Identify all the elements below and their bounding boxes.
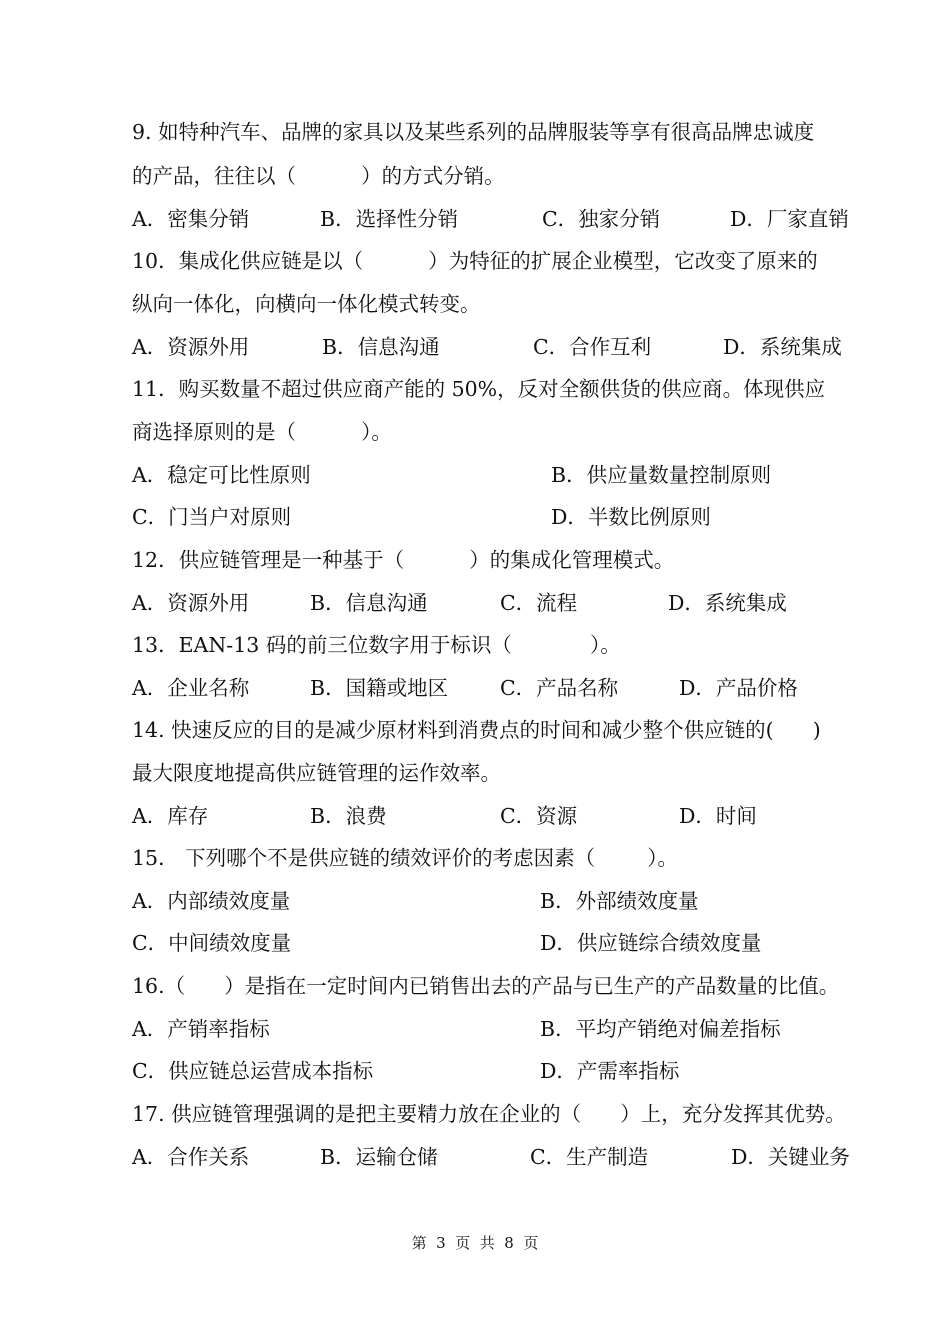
question-14-option-a: A．库存 [132, 804, 209, 828]
question-12-option-c: C．流程 [500, 591, 578, 615]
question-14-text-line-1: 14. 快速反应的目的是减少原材料到消费点的时间和减少整个供应链的( ) [132, 718, 821, 742]
question-16-option-a: A．产销率指标 [132, 1017, 270, 1041]
question-10-option-c: C．合作互利 [533, 335, 652, 359]
question-9-option-c: C．独家分销 [542, 207, 661, 231]
question-15-option-b: B．外部绩效度量 [540, 889, 699, 913]
question-17-option-a: A．合作关系 [132, 1145, 250, 1169]
question-13-option-d: D．产品价格 [679, 676, 798, 700]
question-13-option-c: C．产品名称 [500, 676, 619, 700]
question-9-text-line-1: 9. 如特种汽车、品牌的家具以及某些系列的品牌服装等享有很高品牌忠诚度 [132, 120, 815, 144]
question-13-text-line-1: 13．EAN-13 码的前三位数字用于标识（ ）。 [132, 633, 621, 657]
question-16-option-c: C．供应链总运营成本指标 [132, 1059, 374, 1083]
question-10-option-d: D．系统集成 [723, 335, 842, 359]
question-13-option-b: B．国籍或地区 [310, 676, 449, 700]
question-9-option-d: D．厂家直销 [730, 207, 849, 231]
question-14-option-c: C．资源 [500, 804, 578, 828]
question-11-option-b: B．供应量数量控制原则 [551, 463, 772, 487]
question-15-option-d: D．供应链综合绩效度量 [540, 931, 762, 955]
question-9-option-a: A．密集分销 [132, 207, 250, 231]
question-10-option-b: B．信息沟通 [322, 335, 440, 359]
question-11-option-c: C．门当户对原则 [132, 505, 292, 529]
question-14-option-b: B．浪费 [310, 804, 387, 828]
question-12-option-d: D．系统集成 [668, 591, 787, 615]
question-16-option-b: B．平均产销绝对偏差指标 [540, 1017, 781, 1041]
question-11-option-a: A．稳定可比性原则 [132, 463, 311, 487]
question-13-option-a: A．企业名称 [132, 676, 250, 700]
question-12-option-a: A．资源外用 [132, 591, 250, 615]
question-10-text-line-2: 纵向一体化，向横向一体化模式转变。 [132, 292, 481, 316]
question-11-option-d: D．半数比例原则 [551, 505, 711, 529]
question-17-option-c: C．生产制造 [530, 1145, 649, 1169]
question-14-option-d: D．时间 [679, 804, 757, 828]
question-12-option-b: B．信息沟通 [310, 591, 428, 615]
question-10-option-a: A．资源外用 [132, 335, 250, 359]
question-15-option-c: C．中间绩效度量 [132, 931, 292, 955]
question-15-option-a: A．内部绩效度量 [132, 889, 291, 913]
question-10-text-line-1: 10．集成化供应链是以（ ）为特征的扩展企业模型，它改变了原来的 [132, 249, 818, 273]
question-11-text-line-2: 商选择原则的是（ ）。 [132, 420, 392, 444]
question-17-text-line-1: 17. 供应链管理强调的是把主要精力放在企业的（ ）上，充分发挥其优势。 [132, 1102, 846, 1126]
question-17-option-d: D．关键业务 [731, 1145, 850, 1169]
question-15-text-line-1: 15． 下列哪个不是供应链的绩效评价的考虑因素（ ）。 [132, 846, 678, 870]
question-16-text-line-1: 16.（ ）是指在一定时间内已销售出去的产品与已生产的产品数量的比值。 [132, 974, 840, 998]
question-12-text-line-1: 12．供应链管理是一种基于（ ）的集成化管理模式。 [132, 548, 675, 572]
question-17-option-b: B．运输仓储 [320, 1145, 438, 1169]
page-number-footer: 第 3 页 共 8 页 [411, 1234, 539, 1252]
question-16-option-d: D．产需率指标 [540, 1059, 680, 1083]
question-14-text-line-2: 最大限度地提高供应链管理的运作效率。 [132, 761, 501, 785]
question-11-text-line-1: 11．购买数量不超过供应商产能的 50%，反对全额供货的供应商。体现供应 [132, 377, 826, 401]
question-9-option-b: B．选择性分销 [320, 207, 459, 231]
question-9-text-line-2: 的产品，往往以（ ）的方式分销。 [132, 164, 505, 188]
